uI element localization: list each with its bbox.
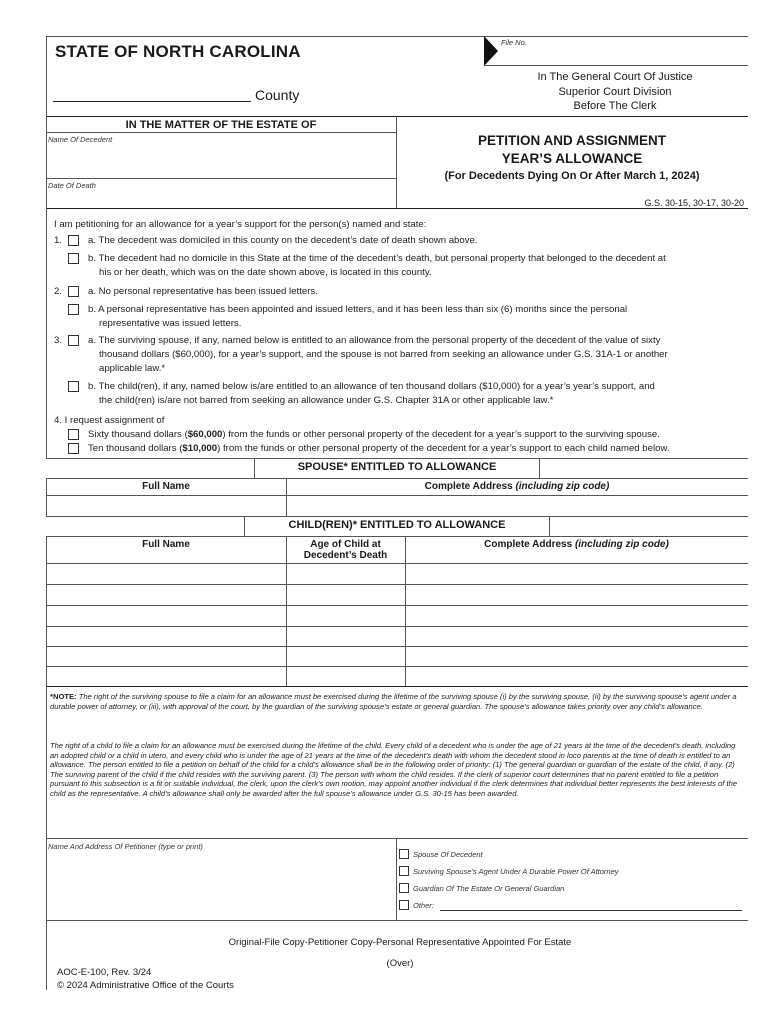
checkbox-spouse[interactable] [399, 849, 409, 859]
spouse-col-address-label: Complete Address [424, 481, 513, 492]
form-subtitle: (For Decedents Dying On Or After March 1, 2024) [444, 170, 700, 182]
spouse-col-address-note: (including zip code) [515, 481, 610, 492]
spouse-col-address [286, 481, 748, 492]
state-title: STATE OF NORTH CAROLINA [55, 42, 301, 61]
date-of-death-label: Date Of Death [48, 181, 96, 190]
checkbox-3a[interactable] [68, 335, 79, 346]
file-no-divider [484, 36, 485, 65]
item-4b-amount: $10,000 [182, 443, 218, 454]
child-col-age [286, 539, 405, 561]
item-4a-post: ) from the funds or other personal property of the decedent for a year’s support to the surviving spouse. [222, 429, 660, 440]
checkbox-agent[interactable] [399, 866, 409, 876]
form-title-1: PETITION AND ASSIGNMENT [477, 133, 666, 148]
file-no-field[interactable] [484, 65, 748, 66]
child-table-title: CHILD(REN)* ENTITLED TO ALLOWANCE [245, 519, 549, 531]
item-2-number: 2. [54, 286, 63, 297]
checkbox-1a[interactable] [68, 235, 79, 246]
note-spouse [50, 692, 744, 711]
file-no-triangle [484, 36, 498, 66]
file-no-label: File No. [501, 38, 527, 47]
option-guardian: Guardian Of The Estate Or General Guardian [413, 884, 565, 893]
copyright: © 2024 Administrative Office of the Courts [57, 980, 234, 991]
child-row-2[interactable] [48, 586, 746, 604]
item-2b-line1: b. A personal representative has been appointed and issued letters, and it has been less than six (6) months since the personal [88, 304, 628, 315]
item-4b-text [88, 442, 670, 455]
form-title-2: YEAR’S ALLOWANCE [501, 151, 643, 166]
spouse-table-title: SPOUSE* ENTITLED TO ALLOWANCE [255, 461, 539, 473]
distribution-copies: Original-File Copy-Petitioner Copy-Personal Representative Appointed For Estate [228, 937, 572, 948]
court-line-2: Superior Court Division [558, 85, 672, 98]
date-of-death-field[interactable] [120, 182, 390, 204]
item-4-text: 4. I request assignment of [54, 415, 165, 426]
item-1b-line1: b. The decedent had no domicile in this State at the time of the decedent’s death, but personal property that belonged to the decedent at [88, 253, 666, 264]
over-label: (Over) [386, 958, 414, 969]
statutes: G.S. 30-15, 30-17, 30-20 [644, 198, 744, 208]
child-row-1[interactable] [48, 565, 746, 583]
spouse-name-field[interactable] [48, 497, 284, 514]
item-2a-text: a. No personal representative has been issued letters. [88, 286, 318, 297]
checkbox-4a[interactable] [68, 429, 79, 440]
court-info [500, 70, 730, 114]
child-col-age-l2: Decedent’s Death [303, 550, 388, 561]
child-col-age-l1: Age of Child at [310, 539, 381, 550]
checkbox-3b[interactable] [68, 381, 79, 392]
court-line-3: Before The Clerk [573, 100, 657, 112]
child-col-address [405, 539, 748, 550]
item-4b-pre: Ten thousand dollars ( [88, 443, 183, 454]
note-head: *NOTE: [50, 692, 77, 701]
item-3b-line2: the child(ren) is/are not barred from seeking an allowance under G.S. Chapter 31A or other applicable law.* [99, 395, 554, 406]
child-col-address-note: (including zip code) [574, 539, 669, 550]
county-label: County [255, 87, 300, 103]
checkbox-1b[interactable] [68, 253, 79, 264]
item-4a-pre: Sixty thousand dollars ( [88, 429, 188, 440]
petition-intro: I am petitioning for an allowance for a year’s support for the person(s) named and state: [54, 219, 427, 230]
spouse-col-name: Full Name [142, 481, 190, 492]
item-3b-line1: b. The child(ren), if any, named below is/are entitled to an allowance of ten thousand dollars ($10,000) for a year’s year’s support, and [88, 381, 655, 392]
form-id: AOC-E-100, Rev. 3/24 [57, 967, 152, 978]
item-3-number: 3. [54, 335, 63, 346]
other-input[interactable] [440, 910, 742, 911]
item-1a-text: a. The decedent was domiciled in this county on the decedent’s date of death shown above. [88, 235, 478, 246]
item-2b-line2: representative was issued letters. [99, 318, 242, 329]
item-4a-amount: $60,000 [187, 429, 223, 440]
petitioner-field[interactable] [50, 854, 390, 914]
note-child: The right of a child to file a claim for an allowance must be exercised during the lifetime of the child. Every child of a decedent who is under the age of 21 years at the time of the decedent’s death, including an adopted child or a child in utero, and every child who is under the age of 21 years at the time of the decedent’s death with whom the decedent stood in loco parentis at the time of death is entitled to an allowance. The person entitled to file a petition on behalf of the child for a child’s allowance shall be in the following order of priority: (1) The general guardian or guardian of the estate of the child, if any. (2) The surviving parent of the child if the child resides with the surviving parent. (3) The person with whom the child resides. If the clerk of superior court determines that no parent entitled to file a petition pursuant to this subsection is a fit or suitable individual, the clerk, upon the clerk’s own motion, may appoint another individual if the clerk determines that individual better represents the best interests of the child as the representative. A child’s allowance shall only be awarded after the full spouse’s allowance under G.S. 30-15 has been awarded. [50, 741, 738, 798]
checkbox-2a[interactable] [68, 286, 79, 297]
county-blank[interactable] [53, 101, 251, 102]
note-spouse-text: The right of the surviving spouse to file a claim for an allowance must be exercised during the lifetime of the surviving spouse (i) by the surviving spouse, (ii) by the surviving spouse’s agent under a durable power of attorney, or (iii), with approval of the court, by the guardian of the surviving spouse’s estate or general guardian. The spouse’s allowance takes priority over any child’s allowance. [50, 692, 737, 711]
item-4a-text [88, 428, 660, 441]
child-col-name: Full Name [142, 539, 190, 550]
item-3a-line2: thousand dollars ($60,000), for a year’s support, and the spouse is not barred from seeking an allowance under G.S. 31A-1 or another [99, 349, 668, 360]
item-3a-line1: a. The surviving spouse, if any, named below is entitled to an allowance from the personal property of the decedent of the value of sixty [88, 335, 661, 346]
item-1b-line2: his or her death, which was on the date shown above, is located in this county. [99, 267, 432, 278]
spouse-address-field[interactable] [288, 497, 746, 514]
estate-title: IN THE MATTER OF THE ESTATE OF [125, 119, 317, 131]
checkbox-4b[interactable] [68, 443, 79, 454]
child-col-address-label: Complete Address [484, 539, 573, 550]
option-other: Other: [413, 901, 434, 910]
checkbox-other[interactable] [399, 900, 409, 910]
petitioner-label: Name And Address Of Petitioner (type or print) [48, 842, 203, 851]
item-3a-line3: applicable law.* [99, 363, 166, 374]
checkbox-guardian[interactable] [399, 883, 409, 893]
item-1-number: 1. [54, 235, 63, 246]
option-agent: Surviving Spouse’s Agent Under A Durable Power Of Attorney [413, 867, 619, 876]
decedent-name-field[interactable] [48, 146, 392, 176]
decedent-name-label: Name Of Decedent [48, 135, 113, 144]
child-row-5[interactable] [48, 648, 746, 666]
item-4b-post: ) from the funds or other personal property of the decedent for a year’s support to each child named below. [217, 443, 670, 454]
checkbox-2b[interactable] [68, 304, 79, 315]
option-spouse: Spouse Of Decedent [413, 850, 483, 859]
court-line-1: In The General Court Of Justice [537, 71, 693, 83]
child-row-4[interactable] [48, 628, 746, 646]
child-row-6[interactable] [48, 668, 746, 684]
child-row-3[interactable] [48, 607, 746, 625]
